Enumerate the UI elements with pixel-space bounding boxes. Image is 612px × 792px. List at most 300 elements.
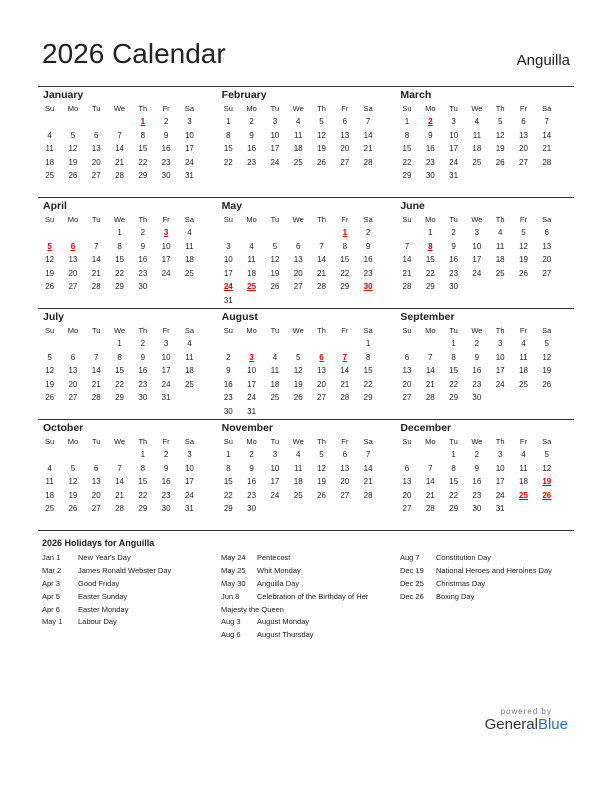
- day-cell: 12: [542, 352, 552, 362]
- day-cell: 16: [472, 477, 482, 487]
- day-cell: 3: [187, 450, 192, 459]
- holiday-date: May 24: [221, 553, 246, 562]
- day-cell: 20: [293, 268, 303, 278]
- week-row: [217, 351, 396, 365]
- day-cell: 30: [138, 393, 148, 403]
- day-cell: 18: [472, 144, 482, 154]
- day-cell: 4: [521, 450, 526, 459]
- day-cell: 3: [272, 450, 278, 459]
- weekday-header: [38, 324, 217, 337]
- empty-cell: [61, 337, 84, 351]
- day-cell: 5: [272, 241, 278, 251]
- holiday-column: [42, 552, 221, 642]
- week-row: [38, 226, 217, 240]
- week-row: [217, 337, 396, 351]
- day-cell: 16: [161, 144, 171, 154]
- weekday-label: Mo: [246, 215, 257, 224]
- empty-cell: [310, 294, 333, 308]
- day-cell: 30: [138, 282, 148, 292]
- empty-cell: [85, 337, 108, 351]
- day-cell: 20: [68, 268, 78, 278]
- weekday-label: Sa: [363, 437, 373, 446]
- empty-cell: [240, 226, 263, 240]
- day-cell: 12: [519, 241, 528, 251]
- week-row: [38, 475, 217, 489]
- week-row: [217, 378, 396, 392]
- day-cell: 16: [247, 477, 257, 487]
- day-cell: 21: [115, 157, 124, 167]
- day-cell: 3: [497, 450, 503, 459]
- weekday-label: Su: [45, 437, 55, 446]
- empty-cell: [535, 169, 558, 183]
- day-cell: 10: [449, 130, 459, 140]
- day-cell: 22: [449, 490, 459, 500]
- day-cell: 10: [184, 463, 194, 473]
- weekday-label: Su: [402, 326, 412, 335]
- day-cell: 9: [249, 463, 254, 473]
- weekday-label: Sa: [542, 215, 552, 224]
- holiday-day: 7: [342, 352, 348, 362]
- day-cell: 24: [161, 268, 171, 278]
- empty-cell: [240, 294, 263, 308]
- holiday-day: 3: [163, 228, 169, 237]
- day-cell: 27: [402, 393, 412, 403]
- day-cell: 15: [340, 255, 350, 265]
- empty-cell: [38, 448, 61, 462]
- holiday-name: New Year's Day: [78, 553, 131, 562]
- holiday-day: 19: [542, 477, 552, 487]
- day-cell: 22: [223, 157, 233, 167]
- day-cell: 27: [68, 393, 78, 403]
- day-cell: 22: [115, 379, 124, 389]
- day-cell: 14: [115, 477, 124, 487]
- weekday-label: Tu: [92, 437, 101, 446]
- holiday-name-continued: Majesty the Queen: [221, 604, 284, 614]
- holiday-name: Pentecost: [257, 553, 291, 562]
- day-cell: 13: [68, 366, 78, 376]
- day-cell: 19: [270, 268, 280, 278]
- day-cell: 21: [363, 477, 373, 487]
- empty-cell: [263, 337, 286, 351]
- day-cell: 9: [365, 241, 371, 251]
- week-row: [217, 475, 396, 489]
- holiday-item: [42, 565, 221, 578]
- day-cell: 17: [184, 144, 194, 154]
- week-row: [217, 448, 396, 462]
- weekday-label: We: [113, 437, 126, 446]
- brand-logo: [485, 716, 568, 733]
- holiday-date: Mar 2: [42, 565, 62, 575]
- day-cell: 24: [247, 393, 257, 403]
- day-cell: 5: [544, 339, 549, 348]
- week-row: [38, 142, 217, 156]
- weekday-label: We: [292, 326, 304, 335]
- day-cell: 2: [163, 450, 169, 459]
- day-cell: 17: [495, 366, 505, 376]
- day-cell: 10: [495, 352, 505, 362]
- weekday-header: [395, 435, 574, 448]
- day-cell: 22: [402, 157, 412, 167]
- holiday-day: 3: [249, 352, 254, 362]
- day-cell: 28: [363, 490, 373, 500]
- day-cell: 25: [293, 157, 303, 167]
- week-row: [38, 129, 217, 143]
- empty-cell: [395, 448, 418, 462]
- day-cell: 16: [138, 366, 148, 376]
- day-cell: 11: [294, 463, 303, 473]
- week-row: [38, 169, 217, 183]
- weekday-label: Sa: [184, 104, 195, 113]
- week-row: [217, 489, 396, 503]
- day-cell: 23: [138, 268, 148, 278]
- weekday-label: We: [471, 215, 483, 224]
- weekday-label: Fr: [341, 326, 349, 335]
- day-cell: 14: [115, 144, 124, 154]
- day-cell: 3: [497, 339, 503, 348]
- day-cell: 11: [519, 352, 528, 362]
- day-cell: 25: [184, 268, 194, 278]
- day-cell: 8: [226, 463, 231, 473]
- day-cell: 20: [91, 157, 101, 167]
- weekday-header: [395, 102, 574, 115]
- day-cell: 14: [91, 366, 101, 376]
- week-row: [38, 502, 217, 516]
- empty-cell: [333, 337, 356, 351]
- month-name: August: [221, 311, 258, 323]
- week-row: [395, 489, 574, 503]
- day-cell: 19: [68, 157, 78, 167]
- day-cell: 13: [91, 144, 101, 154]
- day-cell: 27: [91, 504, 101, 514]
- weekday-label: Fr: [341, 104, 349, 113]
- day-cell: 7: [94, 241, 99, 251]
- day-cell: 5: [70, 130, 76, 140]
- holiday-day: 24: [223, 282, 233, 292]
- day-cell: 12: [542, 463, 552, 473]
- day-cell: 14: [542, 130, 552, 140]
- day-cell: 30: [223, 406, 233, 416]
- empty-cell: [38, 115, 61, 129]
- weekday-label: Th: [138, 104, 148, 113]
- day-cell: 15: [115, 255, 124, 265]
- day-cell: 26: [45, 393, 55, 403]
- day-cell: 1: [451, 450, 456, 459]
- day-cell: 1: [428, 228, 433, 237]
- day-cell: 11: [185, 241, 194, 251]
- day-cell: 5: [295, 352, 301, 362]
- day-cell: 21: [542, 144, 552, 154]
- calendar-row: [38, 197, 574, 308]
- day-cell: 16: [425, 144, 435, 154]
- day-cell: 27: [340, 157, 350, 167]
- holiday-date: Jan 1: [42, 553, 61, 562]
- day-cell: 29: [449, 393, 459, 403]
- day-cell: 15: [223, 477, 233, 487]
- weekday-label: Sa: [184, 215, 195, 224]
- week-row: [217, 156, 396, 170]
- holiday-name: Labour Day: [78, 617, 117, 627]
- day-cell: 31: [495, 504, 505, 514]
- weekday-header: [217, 324, 396, 337]
- weekday-label: Sa: [363, 104, 373, 113]
- day-cell: 2: [451, 228, 456, 237]
- day-cell: 22: [138, 157, 148, 167]
- day-cell: 18: [519, 477, 528, 487]
- month-july: [38, 309, 217, 419]
- weekday-label: Mo: [246, 326, 257, 335]
- empty-cell: [263, 502, 286, 516]
- month-january: [38, 87, 217, 197]
- day-cell: 15: [363, 366, 373, 376]
- day-cell: 31: [161, 393, 171, 403]
- day-cell: 14: [363, 463, 373, 473]
- day-cell: 14: [425, 477, 435, 487]
- day-cell: 17: [472, 255, 482, 265]
- week-row: [395, 502, 574, 516]
- day-cell: 17: [270, 477, 280, 487]
- week-row: [395, 462, 574, 476]
- brand-part-blue: Blue: [537, 716, 568, 733]
- day-cell: 24: [472, 268, 482, 278]
- holiday-column: [221, 552, 400, 642]
- holiday-date: Jun 8: [221, 591, 240, 601]
- day-cell: 19: [45, 379, 55, 389]
- day-cell: 1: [140, 450, 146, 459]
- day-cell: 17: [223, 268, 233, 278]
- day-cell: 27: [340, 490, 350, 500]
- weekday-label: Th: [495, 326, 505, 335]
- weekday-label: Tu: [92, 104, 101, 113]
- day-cell: 28: [425, 504, 435, 514]
- day-cell: 11: [45, 144, 54, 154]
- weekday-label: Fr: [162, 326, 170, 335]
- weekday-header: [217, 213, 396, 226]
- day-cell: 16: [449, 255, 459, 265]
- day-cell: 7: [428, 463, 433, 473]
- day-cell: 1: [404, 117, 410, 126]
- day-cell: 9: [140, 352, 146, 362]
- holiday-name: Christmas Day: [436, 578, 486, 588]
- empty-cell: [287, 405, 310, 419]
- week-row: [38, 364, 217, 378]
- day-cell: 13: [519, 130, 528, 140]
- month-february: [217, 87, 396, 197]
- day-cell: 3: [474, 228, 480, 237]
- weekday-label: Fr: [341, 437, 349, 446]
- weekday-label: Mo: [67, 104, 79, 113]
- empty-cell: [535, 502, 558, 516]
- weekday-label: Mo: [425, 326, 436, 335]
- day-cell: 31: [184, 171, 194, 181]
- day-cell: 24: [449, 157, 459, 167]
- day-cell: 1: [117, 339, 122, 348]
- weekday-label: Th: [317, 326, 326, 335]
- day-cell: 31: [223, 295, 233, 305]
- day-cell: 4: [474, 117, 480, 126]
- holiday-date: May 30: [221, 578, 246, 588]
- week-row: [38, 240, 217, 254]
- day-cell: 20: [542, 255, 552, 265]
- weekday-header: [217, 102, 396, 115]
- empty-cell: [356, 294, 379, 308]
- weekday-label: Tu: [270, 437, 280, 446]
- calendar-row: [38, 308, 574, 419]
- day-cell: 27: [68, 282, 78, 292]
- week-row: [217, 280, 396, 294]
- day-cell: 10: [270, 463, 280, 473]
- day-cell: 26: [293, 393, 303, 403]
- day-cell: 31: [449, 171, 459, 181]
- holiday-name: James Ronald Webster Day: [78, 565, 172, 575]
- empty-cell: [333, 405, 356, 419]
- day-cell: 11: [247, 255, 256, 265]
- day-cell: 11: [519, 463, 528, 473]
- day-cell: 17: [161, 366, 171, 376]
- day-cell: 22: [138, 490, 148, 500]
- week-row: [38, 267, 217, 281]
- weekday-label: Th: [495, 104, 505, 113]
- day-cell: 1: [451, 339, 456, 348]
- empty-cell: [217, 226, 240, 240]
- empty-cell: [85, 226, 108, 240]
- weekday-label: Th: [138, 326, 148, 335]
- day-cell: 28: [317, 282, 326, 292]
- day-cell: 12: [495, 130, 505, 140]
- empty-cell: [419, 448, 442, 462]
- day-cell: 14: [425, 366, 435, 376]
- day-cell: 29: [340, 282, 350, 292]
- day-cell: 12: [45, 255, 55, 265]
- day-cell: 5: [47, 352, 52, 362]
- day-cell: 4: [187, 228, 192, 237]
- day-cell: 18: [45, 157, 55, 167]
- day-cell: 7: [319, 241, 324, 251]
- holiday-item: [42, 591, 221, 604]
- week-row: [217, 253, 396, 267]
- day-cell: 28: [542, 157, 552, 167]
- day-cell: 23: [161, 490, 171, 500]
- day-cell: 4: [272, 352, 278, 362]
- day-cell: 14: [340, 366, 350, 376]
- day-cell: 20: [68, 379, 78, 389]
- day-cell: 29: [402, 171, 412, 181]
- day-cell: 28: [115, 171, 124, 181]
- day-cell: 6: [521, 117, 526, 126]
- empty-cell: [356, 502, 379, 516]
- holiday-date: May 1: [42, 617, 63, 627]
- holiday-date: Dec 26: [400, 591, 424, 601]
- holiday-name: Good Friday: [78, 578, 120, 588]
- day-cell: 7: [404, 241, 410, 251]
- empty-cell: [178, 391, 201, 405]
- day-cell: 28: [425, 393, 435, 403]
- week-row: [38, 462, 217, 476]
- day-cell: 28: [402, 282, 412, 292]
- day-cell: 20: [317, 379, 326, 389]
- day-cell: 6: [342, 450, 348, 459]
- weekday-header: [395, 324, 574, 337]
- empty-cell: [38, 226, 61, 240]
- weekday-label: Sa: [184, 437, 195, 446]
- calendar-row: [38, 86, 574, 197]
- day-cell: 30: [472, 504, 482, 514]
- calendar-grid: [38, 86, 574, 531]
- day-cell: 31: [247, 406, 257, 416]
- weekday-label: Su: [402, 104, 412, 113]
- day-cell: 15: [425, 255, 435, 265]
- holiday-item: [42, 578, 221, 591]
- day-cell: 12: [293, 366, 303, 376]
- holiday-day: 25: [519, 490, 528, 500]
- day-cell: 6: [295, 241, 301, 251]
- holiday-item: [400, 565, 579, 578]
- day-cell: 3: [163, 339, 169, 348]
- day-cell: 15: [223, 144, 233, 154]
- weekday-label: We: [113, 215, 126, 224]
- empty-cell: [489, 280, 512, 294]
- weekday-header: [38, 435, 217, 448]
- week-row: [217, 294, 396, 308]
- holiday-date: Aug 7: [400, 553, 420, 562]
- holiday-date: Apr 5: [42, 591, 60, 601]
- day-cell: 13: [68, 255, 78, 265]
- day-cell: 3: [187, 117, 192, 126]
- holiday-name: Anguilla Day: [257, 578, 300, 588]
- weekday-label: Tu: [449, 215, 458, 224]
- day-cell: 23: [247, 157, 257, 167]
- weekday-label: Fr: [162, 215, 170, 224]
- week-row: [395, 115, 574, 129]
- day-cell: 19: [293, 379, 303, 389]
- day-cell: 2: [140, 339, 146, 348]
- day-cell: 11: [185, 352, 194, 362]
- day-cell: 23: [449, 268, 459, 278]
- day-cell: 30: [425, 171, 435, 181]
- day-cell: 13: [91, 477, 101, 487]
- day-cell: 10: [223, 255, 233, 265]
- day-cell: 12: [68, 477, 78, 487]
- month-august: [217, 309, 396, 419]
- holiday-day: 30: [363, 282, 373, 292]
- weekday-label: Tu: [449, 326, 458, 335]
- week-row: [395, 351, 574, 365]
- day-cell: 24: [495, 379, 505, 389]
- week-row: [38, 489, 217, 503]
- weekday-label: Fr: [519, 215, 528, 224]
- weekday-label: Tu: [270, 104, 280, 113]
- week-row: [395, 253, 574, 267]
- weekday-label: Tu: [270, 215, 280, 224]
- holiday-date: Dec 25: [400, 578, 424, 588]
- day-cell: 15: [138, 144, 148, 154]
- day-cell: 8: [140, 130, 146, 140]
- weekday-label: Tu: [449, 437, 458, 446]
- day-cell: 2: [249, 117, 254, 126]
- day-cell: 19: [45, 268, 55, 278]
- day-cell: 10: [270, 130, 280, 140]
- week-row: [395, 391, 574, 405]
- day-cell: 6: [544, 228, 549, 237]
- day-cell: 20: [340, 477, 350, 487]
- day-cell: 28: [115, 504, 124, 514]
- weekday-label: Sa: [542, 104, 552, 113]
- day-cell: 9: [163, 463, 169, 473]
- month-name: January: [43, 89, 84, 101]
- weekday-label: Mo: [67, 326, 79, 335]
- day-cell: 17: [449, 144, 459, 154]
- day-cell: 29: [115, 393, 124, 403]
- day-cell: 8: [117, 241, 122, 251]
